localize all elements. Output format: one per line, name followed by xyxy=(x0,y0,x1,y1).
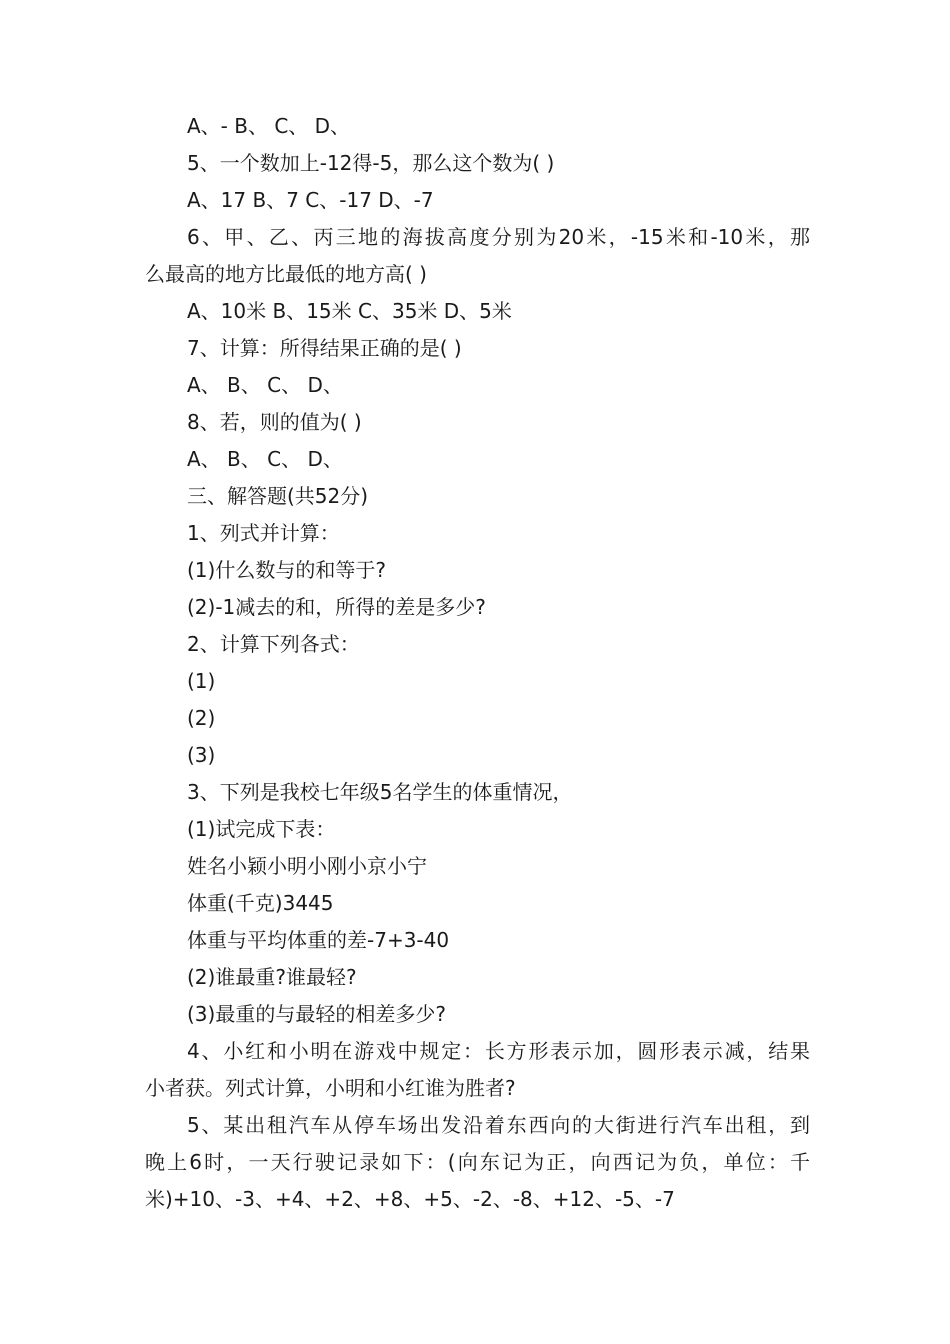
problem-2-part-3: (3) xyxy=(187,743,216,767)
problem-4-line-1: 4、小红和小明在游戏中规定：长方形表示加，圆形表示减，结果 xyxy=(187,1039,810,1063)
problem-5-line-3: 米)+10、-3、+4、+2、+8、+5、-2、-8、+12、-5、-7 xyxy=(145,1187,675,1211)
question-6-options: A、10米 B、15米 C、35米 D、5米 xyxy=(187,299,512,323)
question-7: 7、计算：所得结果正确的是( ) xyxy=(187,336,462,360)
problem-2-part-1: (1) xyxy=(187,669,216,693)
problem-5-line-2: 晚上6时，一天行驶记录如下：(向东记为正，向西记为负，单位：千 xyxy=(145,1150,810,1174)
problem-4-line-2: 小者获。列式计算，小明和小红谁为胜者? xyxy=(145,1076,516,1100)
problem-2-part-2: (2) xyxy=(187,706,216,730)
problem-5-line-1: 5、某出租汽车从停车场出发沿着东西向的大街进行汽车出租，到 xyxy=(187,1113,810,1137)
problem-2: 2、计算下列各式： xyxy=(187,632,360,656)
question-7-options: A、 B、 C、 D、 xyxy=(187,373,343,397)
question-8-options: A、 B、 C、 D、 xyxy=(187,447,343,471)
question-8: 8、若，则的值为( ) xyxy=(187,410,362,434)
problem-3-part-2: (2)谁最重?谁最轻? xyxy=(187,965,357,989)
problem-3-part-1: (1)试完成下表： xyxy=(187,817,336,841)
question-5: 5、一个数加上-12得-5，那么这个数为( ) xyxy=(187,151,555,175)
question-4-options: A、- B、 C、 D、 xyxy=(187,114,351,138)
problem-1-part-2: (2)-1减去的和，所得的差是多少? xyxy=(187,595,486,619)
problem-3: 3、下列是我校七年级5名学生的体重情况， xyxy=(187,780,573,804)
problem-1: 1、列式并计算： xyxy=(187,521,340,545)
question-6-line-2: 么最高的地方比最低的地方高( ) xyxy=(145,262,427,286)
problem-3-part-3: (3)最重的与最轻的相差多少? xyxy=(187,1002,446,1026)
section-heading: 三、解答题(共52分) xyxy=(187,484,369,508)
problem-1-part-1: (1)什么数与的和等于? xyxy=(187,558,386,582)
table-row-weights: 体重(千克)3445 xyxy=(187,891,334,915)
table-row-names: 姓名小颖小明小刚小京小宁 xyxy=(187,854,427,878)
table-row-differences: 体重与平均体重的差-7+3-40 xyxy=(187,928,450,952)
question-5-options: A、17 B、7 C、-17 D、-7 xyxy=(187,188,434,212)
question-6-line-1: 6、甲、乙、丙三地的海拔高度分别为20米，-15米和-10米，那 xyxy=(187,225,810,249)
document-body xyxy=(145,108,810,1218)
